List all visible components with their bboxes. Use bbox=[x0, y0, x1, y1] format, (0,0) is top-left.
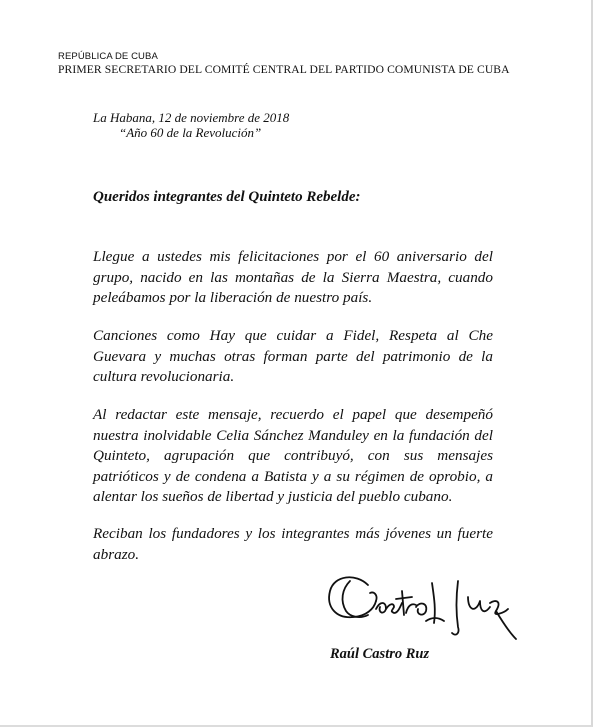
signer-name: Raúl Castro Ruz bbox=[330, 646, 430, 662]
handwritten-signature bbox=[320, 567, 535, 647]
body-paragraph: Llegue a ustedes mis felicitaciones por el 60 aniversario del grupo, nacido en las montañas de la Sierra Maestra, cuando peleábamos por la liberación de nuestro país. bbox=[93, 248, 493, 306]
salutation: Queridos integrantes del Quinteto Rebelde: bbox=[93, 189, 361, 205]
body-paragraph: Al redactar este mensaje, recuerdo el papel que desempeñó nuestra inolvidable Celia Sánchez Manduley en la fundación del Quinteto, agrupación que contribuyó, con sus mensajes patrióticos y de condena a Batista y a su régimen de oprobio, a alentar los sueños de libertad y justicia del pueblo cubano. bbox=[93, 406, 493, 505]
year-slogan: “Año 60 de la Revolución” bbox=[119, 125, 262, 140]
body-paragraph: Reciban los fundadores y los integrantes más jóvenes un fuerte abrazo. bbox=[93, 525, 493, 563]
letterhead-office: PRIMER SECRETARIO DEL COMITÉ CENTRAL DEL PARTIDO COMUNISTA DE CUBA bbox=[58, 63, 510, 76]
letterhead-country: REPÚBLICA DE CUBA bbox=[58, 51, 158, 62]
body-paragraph: Canciones como Hay que cuidar a Fidel, Respeta al Che Guevara y muchas otras forman parte del patrimonio de la cultura revolucionaria. bbox=[93, 327, 493, 385]
date-line: La Habana, 12 de noviembre de 2018 bbox=[93, 110, 290, 125]
